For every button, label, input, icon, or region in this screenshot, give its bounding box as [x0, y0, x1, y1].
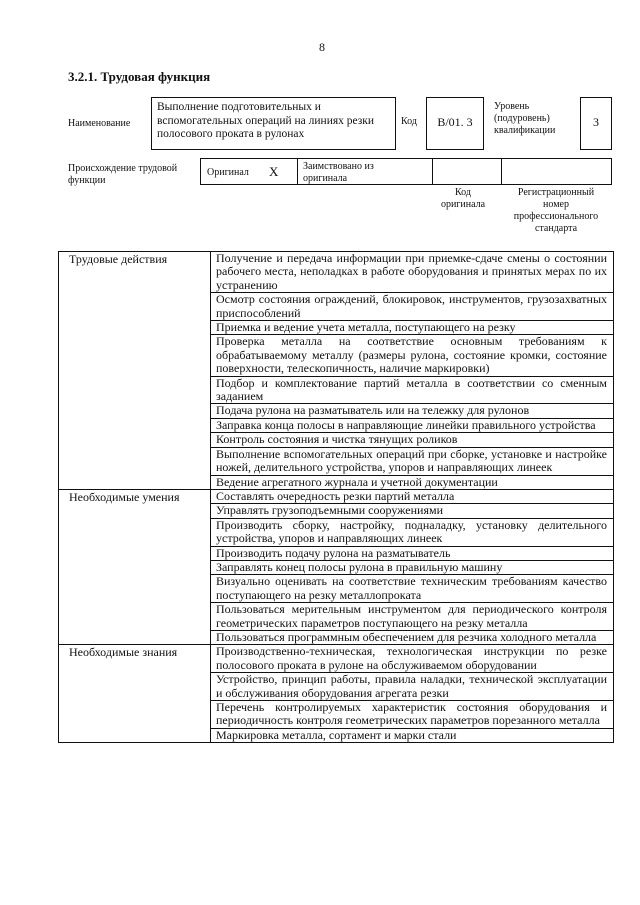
item-cell: Составлять очередность резки партий металла: [211, 489, 614, 503]
name-label: Наименование: [68, 118, 131, 129]
level-label: Уровень (подуровень) квалификации: [494, 101, 556, 136]
item-cell: Выполнение вспомогательных операций при сборке, установке и настройке ножей, делительного устройства, упоров и направляющих линеек: [211, 447, 614, 475]
item-cell: Пользоваться мерительным инструментом для периодического контроля геометрических параметров поступающего на резку металла: [211, 603, 614, 631]
table-row: [59, 489, 614, 503]
item-cell: Подача рулона на разматыватель или на тележку для рулонов: [211, 404, 614, 418]
item-cell: Заправка конца полосы в направляющие линейки правильного устройства: [211, 418, 614, 432]
item-cell: Ведение агрегатного журнала и учетной документации: [211, 475, 614, 489]
category-cell: Необходимые знания: [59, 645, 211, 743]
reg-number-label: Регистрационный номер профессионального стандарта: [513, 187, 599, 234]
item-cell: Перечень контролируемых характеристик состояния оборудования и периодичность контроля геометрических параметров порезанного металла: [211, 701, 614, 729]
item-cell: Устройство, принцип работы, правила наладки, технической эксплуатации и обслуживания оборудования агрегата резки: [211, 673, 614, 701]
function-name: Выполнение подготовительных и вспомогательных операций на линиях резки полосового проката в рулонах: [157, 101, 375, 140]
page-number: 8: [319, 40, 325, 54]
item-cell: Приемка и ведение учета металла, поступающего на резку: [211, 321, 614, 335]
section-title: 3.2.1. Трудовая функция: [68, 69, 211, 84]
item-cell: Визуально оценивать на соответствие техническим требованиям качество поступающего на резку металлопроката: [211, 575, 614, 603]
code-value-box: [426, 97, 484, 150]
origin-table: [200, 158, 612, 185]
level-value: 3: [593, 115, 599, 129]
origin-label: Происхождение трудовой функции: [68, 163, 178, 186]
table-row: [59, 645, 614, 673]
labor-function-table: [58, 251, 614, 743]
code-value: B/01. 3: [437, 115, 473, 129]
original-label: Оригинал: [207, 167, 249, 178]
origin-code-label: Код оригинала: [440, 187, 486, 210]
item-cell: Производить подачу рулона на разматыватель: [211, 546, 614, 560]
level-value-box: [580, 97, 612, 150]
item-cell: Осмотр состояния ограждений, блокировок, инструментов, грузозахватных приспособлений: [211, 293, 614, 321]
item-cell: Производить сборку, настройку, подналадку, установку делительного устройства, упоров и направляющих линеек: [211, 518, 614, 546]
item-cell: Получение и передача информации при приемке-сдаче смены о состоянии рабочего места, неполадках в работе оборудования и принятых мерах по их устранению: [211, 252, 614, 293]
category-cell: Необходимые умения: [59, 489, 211, 644]
item-cell: Маркировка металла, сортамент и марки стали: [211, 728, 614, 742]
origin-code-cell: [432, 159, 502, 184]
item-cell: Пользоваться программным обеспечением для резчика холодного металла: [211, 630, 614, 644]
item-cell: Подбор и комплектование партий металла в соответствии со сменным заданием: [211, 376, 614, 404]
original-mark: X: [269, 164, 279, 179]
code-label: Код: [401, 116, 417, 127]
item-cell: Управлять грузоподъемными сооружениями: [211, 504, 614, 518]
item-cell: Производственно-техническая, технологическая инструкции по резке полосового проката в рулоне на обслуживаемом оборудовании: [211, 645, 614, 673]
original-cell: [201, 159, 298, 184]
item-cell: Проверка металла на соответствие основным требованиям к обрабатываемому металлу (размеры рулона, состояние кромки, состояние поверхности, телескопичность, наличие маркировки): [211, 335, 614, 376]
borrowed-label: Заимствовано из оригинала: [303, 161, 374, 184]
item-cell: Контроль состояния и чистка тянущих роликов: [211, 433, 614, 447]
table-row: [59, 252, 614, 293]
item-cell: Заправлять конец полосы рулона в правильную машину: [211, 560, 614, 574]
category-cell: Трудовые действия: [59, 252, 211, 490]
function-name-box: [151, 97, 396, 150]
